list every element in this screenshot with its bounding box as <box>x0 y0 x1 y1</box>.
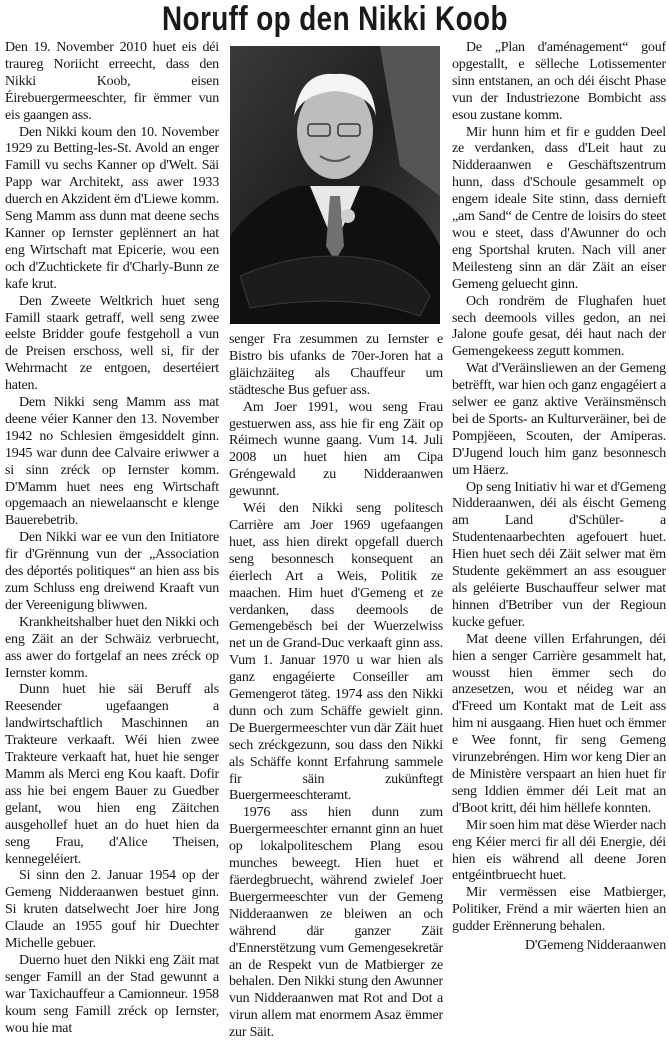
paragraph: Den 19. November 2010 huet eis déi traureg Noriicht erreecht, dass den Nikki Koob, eisen Éirebuergermeeschter, fir ëmmer vun eis gaangen ass. <box>5 40 219 123</box>
paragraph: Wéi den Nikki seng politesch Carrière am Joer 1969 ugefaangen huet, ass hien direkt opgefall duerch seng besonnesch konsequent an éierlech Art a Weis, Politik ze maachen. Him huet d'Gemeng et ze verdanken, dass deemools de Gemengebësch bei der Wuerzelwiss net un de Grand-Duc verkaaft ginn ass. Vum 1. Januar 1970 u war hien als ganz engagéierte Conseiller am Gemengerot täteg. 1974 ass den Nikki dunn och zum Schäffe gewielt ginn. De Buergermeeschter vun där Zäit huet sech zréckgezunn, sou dass den Nikki als Schäffe konnt Erfahrung sammele fir säin zukünftegt Buergermeeschteramt. <box>229 501 443 804</box>
paragraph: Mir soen him mat dëse Wierder nach eng Kéier merci fir all déi Energie, déi hien eis während all deene Joren entgéintbruecht huet. <box>452 817 666 884</box>
column-1 <box>5 40 219 1052</box>
paragraph: senger Fra zesummen zu Iernster e Bistro bis ufanks de 70er-Joren hat a gläichzäiteg als Chauffeur um städtesche Bus gefuer ass. <box>229 332 443 398</box>
paragraph: Si sinn den 2. Januar 1954 op der Gemeng Nidderaanwen bestuet ginn. Si kruten datselwecht Joer hire Jong Claude an 1955 gouf hir Duechter Michelle gebuer. <box>5 868 219 952</box>
signature: D'Gemeng Nidderaanwen <box>525 938 666 954</box>
paragraph: Dem Nikki seng Mamm ass mat deene véier Kanner den 13. November 1942 no Schlesien ëmgesiddelt ginn. 1945 war dunn dee Calvaire eriwwer a si sinn zréck op Iernster komm. D'Mamm huet nees eng Wirtschaft opgemaach an niewelaanscht e klenge Bauerebetrib. <box>5 395 219 529</box>
paragraph: Mat deene villen Erfahrungen, déi hien a senger Carrière gesammelt hat, wousst hien ëmmer sech do anzesetzen, wou et néideg war an d'Freed um Kontakt mat de Leit ass him ni ausgaang. Hien huet och ëmmer e Wee fonnt, fir seng Gemeng virunzebréngen. Him wor keng Dier an de Ministère verspaart an hien huet fir seng Iddien ëmmer déi Leit mat an d'Boot kritt, déi him hëllefe konnten. <box>452 631 666 816</box>
paragraph: Mir vermëssen eise Matbierger, Politiker, Frënd a mir wäerten hien an gudder Erënnerung behalen. <box>452 885 666 935</box>
paragraph: Den Nikki war ee vun den Initiatore fir d'Grënnung vun der „Association des déportés politiques“ an hien ass bis zum Schluss eng dreiwend Kraaft vun der Vereenigung bliwwen. <box>5 530 219 613</box>
portrait-photo <box>230 46 440 324</box>
paragraph: Och rondrëm de Flughafen huet sech deemools villes gedon, an nei Jalone goufe gesat, déi haut nach der Gemengekeess zegutt kommen. <box>452 293 666 360</box>
paragraph: Am Joer 1991, wou seng Frau gestuerwen ass, ass hie fir eng Zäit op Réimech wunne gaang. Vum 14. Juli 2008 un huet hien am Cipa Gréngewald zu Nidderaanwen gewunnt. <box>229 399 443 500</box>
paragraph: Op seng Initiativ hi war et d'Gemeng Nidderaanwen, déi als éischt Gemeng am Land d'Schüler- a Studentenaarbechten agefouert huet. Hien huet sech déi Zäit selwer mat ëm Studente gekëmmert an ass esouguer als geléierte Buschauffeur selwer mat hinnen d'Betriber vun der Regioun kucke gefuer. <box>452 479 666 630</box>
paragraph: Den Nikki koum den 10. November 1929 zu Betting-les-St. Avold an enger Famill vu sechs Kanner op d'Welt. Säi Papp war Architekt, ass awer 1933 duerch en Akzident ëm d'Liewe komm. Seng Mamm ass dunn mat deene sechs Kanner op Iernster geplënnert an hat eng Wirtschaft mat Epicerie, wou een och d'Zuchtickete fir d'Charly-Bunn ze kafe krut. <box>5 124 219 292</box>
paragraph: Wat d'Veräinsliewen an der Gemeng betrëfft, war hien och ganz engagéiert a selwer ee ganz aktive Veräinsmënsch bei de Sports- an Kulturveräiner, bei de Pompjëeen, Scouten, der Amiperas. D'Jugend louch him ganz besonnesch um Häerz. <box>452 361 666 478</box>
portrait-image <box>230 46 440 324</box>
headline-text: Noruff op den Nikki Koob <box>161 0 508 38</box>
paragraph: Den Zweete Weltkrich huet seng Famill staark getraff, well seng zwee eelste Bridder goufe festgeholl a vun de Preisen erschoss, well si, fir der Wehrmacht ze entgoen, desertéiert haten. <box>5 293 219 394</box>
article-headline <box>0 0 669 38</box>
paragraph: 1976 ass hien dunn zum Buergermeeschter ernannt ginn an huet op lokalpoliteschem Plang esou munches beweegt. Hien huet et fäerdegbruecht, während zwielef Joer Buergermeeschter vun der Gemeng Nidderaanwen ze bleiwen an och während där ganzer Zäit d'Ennerstëtzung vum Gemengesekretär an de Respekt vun de Matbierger ze behalen. Den Nikki stung den Awunner vun Nidderaanwen mat Rot and Dot a virun allem mat enormem Asaz ëmmer zur Säit. <box>229 805 443 1041</box>
paragraph: Dunn huet hie säi Beruff als Reesender ugefaangen a landwirtschaftlich Maschinnen an Trakteure verkaaft. Wéi hien zwee Trakteure verkaaft hat, huet hie senger Mamm als Merci eng Kou kaaft. Dofir ass hie bei engem Bauer zu Guedber gelant, wou hien eng Zäitchen ausgehollef huet an do huet hien da seng Frau, d'Alice Theisen, kennegeléiert. <box>5 682 219 867</box>
column-3 <box>452 40 666 1052</box>
column-2 <box>229 332 443 1052</box>
paragraph: Mir hunn him et fir e gudden Deel ze verdanken, dass d'Leit haut zu Nidderaanwen e Geschäftszentrum hunn, dass d'Schoule gesammelt op engem ideale Site stinn, dass dernieft „am Sand“ de Centre de loisirs do steet wou e steet, dass d'Awunner do och eng Sportshal kruten. Nach vill aner Meilesteng sinn an där Zäit an eiser Gemeng geluecht ginn. <box>452 124 666 292</box>
paragraph: De „Plan d'aménagement“ gouf opgestallt, e sëlleche Lotissementer sinn entstanen, an och déi éischt Phase vun der Industriezone Bombicht ass esou zustane komm. <box>452 40 666 123</box>
paragraph: Duerno huet den Nikki eng Zäit mat senger Famill an der Stad gewunnt a war Taxichauffeur a Camionneur. 1958 koum seng Famill zréck op Iernster, wou hie mat <box>5 952 219 1036</box>
paragraph: Krankheitshalber huet den Nikki och eng Zäit an der Schwäiz verbruecht, ass awer do fortgelaf an nees zréck op Iernster komm. <box>5 614 219 681</box>
